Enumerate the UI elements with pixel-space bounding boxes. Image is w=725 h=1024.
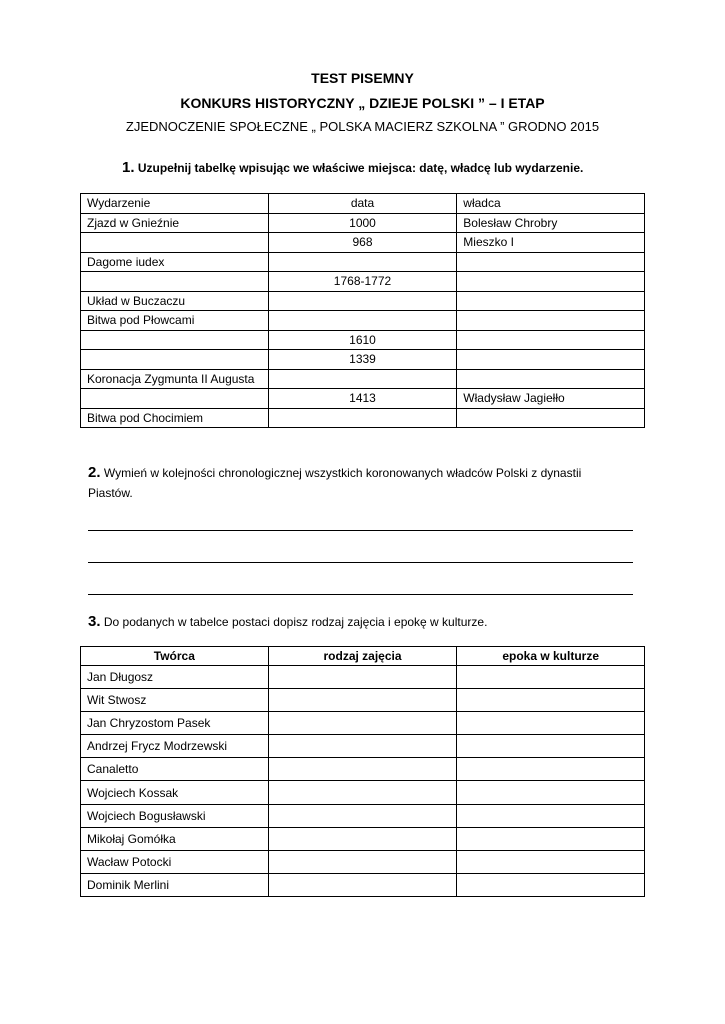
table-row [81,804,645,827]
answer-line[interactable] [88,562,633,563]
table-header-row [81,194,645,214]
table-cell[interactable] [457,735,645,758]
table-cell[interactable] [457,712,645,735]
table-row [81,827,645,850]
table-cell[interactable] [457,408,645,428]
organizer-subtitle: ZJEDNOCZENIE SPOŁECZNE „ POLSKA MACIERZ SZKOLNA ” GRODNO 2015 [125,119,600,134]
table-cell[interactable] [457,827,645,850]
table-cell: 1339 [268,350,457,370]
table-cell[interactable] [268,666,457,689]
question-text: Wymień w kolejności chronologicznej wszystkich koronowanych władców Polski z dynastii Piastów. [88,466,582,500]
table-cell[interactable] [81,389,269,409]
contest-title: KONKURS HISTORYCZNY „ DZIEJE POLSKI ” – I ETAP [180,95,545,111]
column-header: data [268,194,457,214]
table-row [81,350,645,370]
table-header-row [81,647,645,666]
table-row [81,666,645,689]
question-number: 2. [88,464,101,481]
table-cell[interactable] [81,233,269,253]
table-cell[interactable] [268,758,457,781]
table-row [81,389,645,409]
table-cell: Władysław Jagiełło [457,389,645,409]
table-cell[interactable] [457,272,645,292]
table-cell[interactable] [81,272,269,292]
table-cell[interactable] [457,804,645,827]
table-cell: 1000 [268,213,457,233]
question-number: 1. [122,159,135,176]
question-number: 3. [88,613,101,630]
table-row [81,850,645,873]
table-row [81,369,645,389]
table-cell[interactable] [457,350,645,370]
table-cell: Mieszko I [457,233,645,253]
table-cell[interactable] [81,330,269,350]
table-cell[interactable] [268,311,457,331]
table-cell: Jan Chryzostom Pasek [81,712,269,735]
table-cell[interactable] [268,689,457,712]
table-cell[interactable] [457,666,645,689]
table-cell[interactable] [268,827,457,850]
table-cell[interactable] [268,291,457,311]
question-text: Uzupełnij tabelkę wpisując we właściwe miejsca: datę, władcę lub wydarzenie. [137,161,584,175]
events-table [80,193,645,428]
artists-table [80,646,645,897]
question-2 [88,463,628,503]
table-cell[interactable] [457,252,645,272]
table-cell[interactable] [81,350,269,370]
table-cell[interactable] [457,311,645,331]
table-cell: Bolesław Chrobry [457,213,645,233]
table-cell[interactable] [457,758,645,781]
table-row [81,873,645,896]
table-cell: Andrzej Frycz Modrzewski [81,735,269,758]
question-3 [88,612,487,632]
column-header: władca [457,194,645,214]
column-header: Twórca [81,647,269,666]
table-row [81,735,645,758]
answer-line[interactable] [88,594,633,595]
table-cell: Zjazd w Gnieźnie [81,213,269,233]
table-row [81,758,645,781]
table-cell: 1610 [268,330,457,350]
table-row [81,233,645,253]
table-cell: Wojciech Kossak [81,781,269,804]
table-cell: Układ w Buczaczu [81,291,269,311]
table-cell[interactable] [268,408,457,428]
table-cell[interactable] [457,689,645,712]
table-row [81,272,645,292]
table-row [81,291,645,311]
table-row [81,408,645,428]
table-cell[interactable] [457,873,645,896]
table-cell: Wojciech Bogusławski [81,804,269,827]
table-cell[interactable] [457,781,645,804]
table-cell: Koronacja Zygmunta II Augusta [81,369,269,389]
table-cell: Wacław Potocki [81,850,269,873]
table-row [81,311,645,331]
table-cell: Mikołaj Gomółka [81,827,269,850]
table-row [81,712,645,735]
table-row [81,213,645,233]
table-cell: Bitwa pod Płowcami [81,311,269,331]
table-cell: Dagome iudex [81,252,269,272]
question-1 [122,158,583,178]
test-title: TEST PISEMNY [311,70,414,86]
table-cell[interactable] [268,873,457,896]
table-cell[interactable] [457,330,645,350]
table-cell[interactable] [268,712,457,735]
table-cell: 968 [268,233,457,253]
table-cell[interactable] [457,369,645,389]
answer-line[interactable] [88,530,633,531]
table-cell: Dominik Merlini [81,873,269,896]
column-header: Wydarzenie [81,194,269,214]
table-cell[interactable] [268,804,457,827]
table-cell: Jan Długosz [81,666,269,689]
table-cell[interactable] [457,850,645,873]
table-cell[interactable] [268,781,457,804]
table-cell[interactable] [268,735,457,758]
table-cell: 1413 [268,389,457,409]
question-text: Do podanych w tabelce postaci dopisz rodzaj zajęcia i epokę w kulturze. [103,615,488,629]
table-cell: Bitwa pod Chocimiem [81,408,269,428]
column-header: epoka w kulturze [457,647,645,666]
table-row [81,252,645,272]
table-cell[interactable] [268,369,457,389]
table-cell: Canaletto [81,758,269,781]
table-row [81,689,645,712]
table-row [81,330,645,350]
table-cell: 1768-1772 [268,272,457,292]
table-cell[interactable] [268,252,457,272]
table-cell: Wit Stwosz [81,689,269,712]
table-cell[interactable] [268,850,457,873]
table-cell[interactable] [457,291,645,311]
table-row [81,781,645,804]
column-header: rodzaj zajęcia [268,647,457,666]
